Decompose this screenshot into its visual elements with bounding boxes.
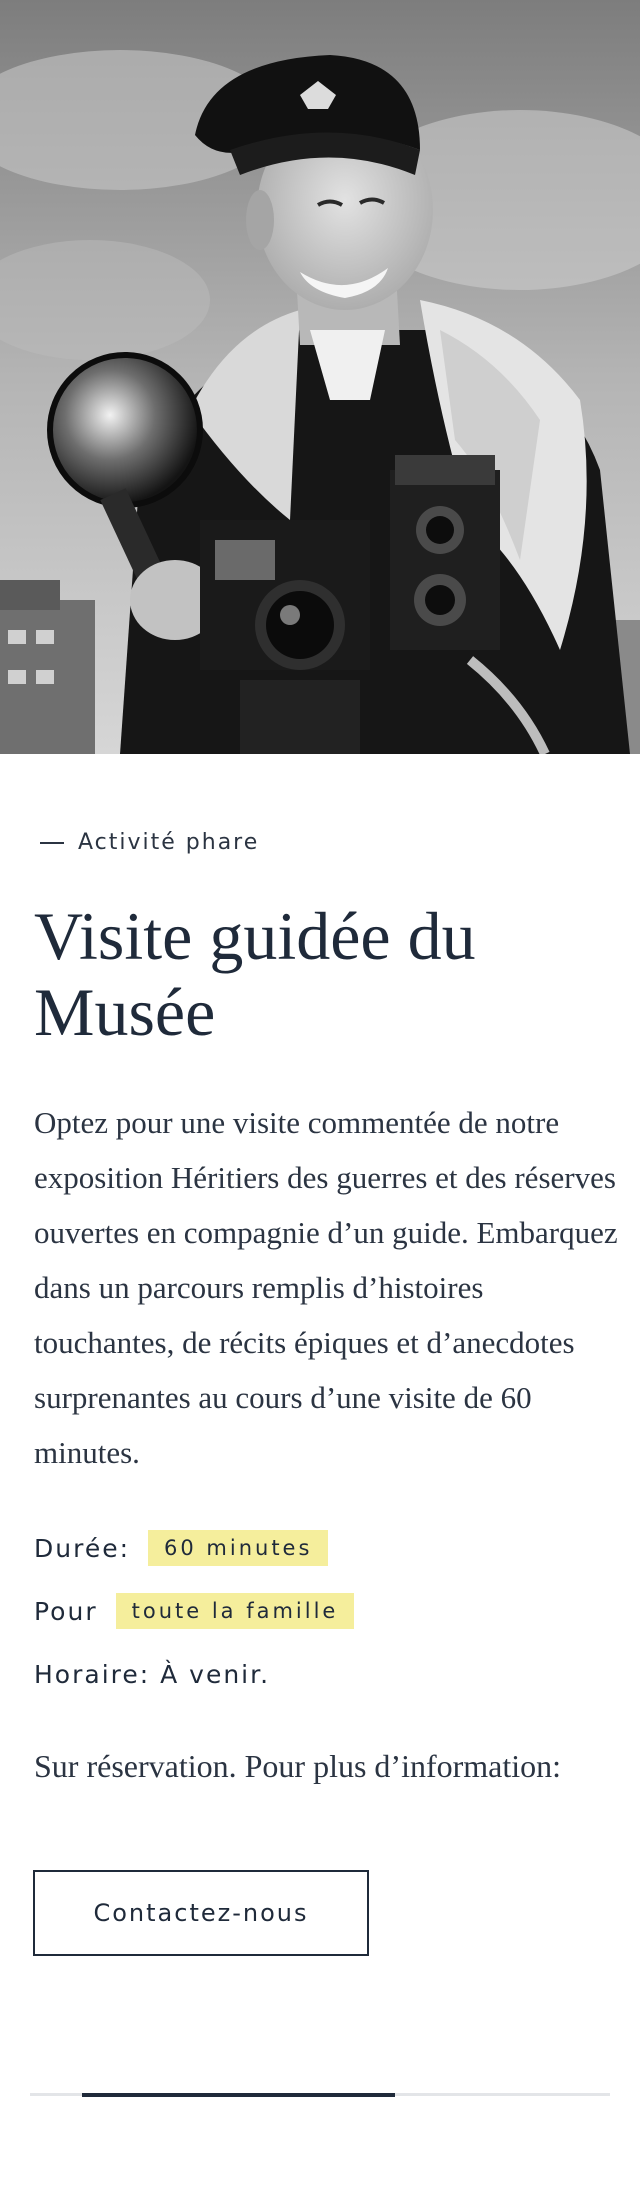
hero-photo xyxy=(0,0,640,754)
audience-row xyxy=(34,1593,354,1629)
dash-icon xyxy=(40,842,64,844)
page-title: Visite guidée du Musée xyxy=(34,898,476,1050)
duration-badge: 60 minutes xyxy=(148,1530,328,1566)
audience-badge: toute la famille xyxy=(116,1593,355,1629)
carousel-progress-indicator xyxy=(82,2093,395,2097)
activity-eyebrow xyxy=(40,830,259,855)
eyebrow-label: Activité phare xyxy=(78,830,260,855)
carousel-progress xyxy=(30,2093,610,2096)
schedule-row xyxy=(34,1660,270,1689)
activity-description: Optez pour une visite commentée de notre exposition Héritiers des guerres et des réserves ouvertes en compagnie d’un guide. Embarquez dans un parcours remplis d’histoires touchantes, de récits épiques et d’anecdotes surprenantes au cours d’une visite de 60 minutes. xyxy=(34,1105,618,1470)
duration-label: Durée: xyxy=(34,1533,131,1563)
audience-label: Pour xyxy=(34,1596,98,1626)
schedule-text: Horaire: À venir. xyxy=(34,1660,271,1689)
duration-row xyxy=(34,1530,328,1566)
contact-button[interactable]: Contactez-nous xyxy=(33,1870,369,1956)
reservation-text: Sur réservation. Pour plus d’information: xyxy=(34,1748,562,1784)
